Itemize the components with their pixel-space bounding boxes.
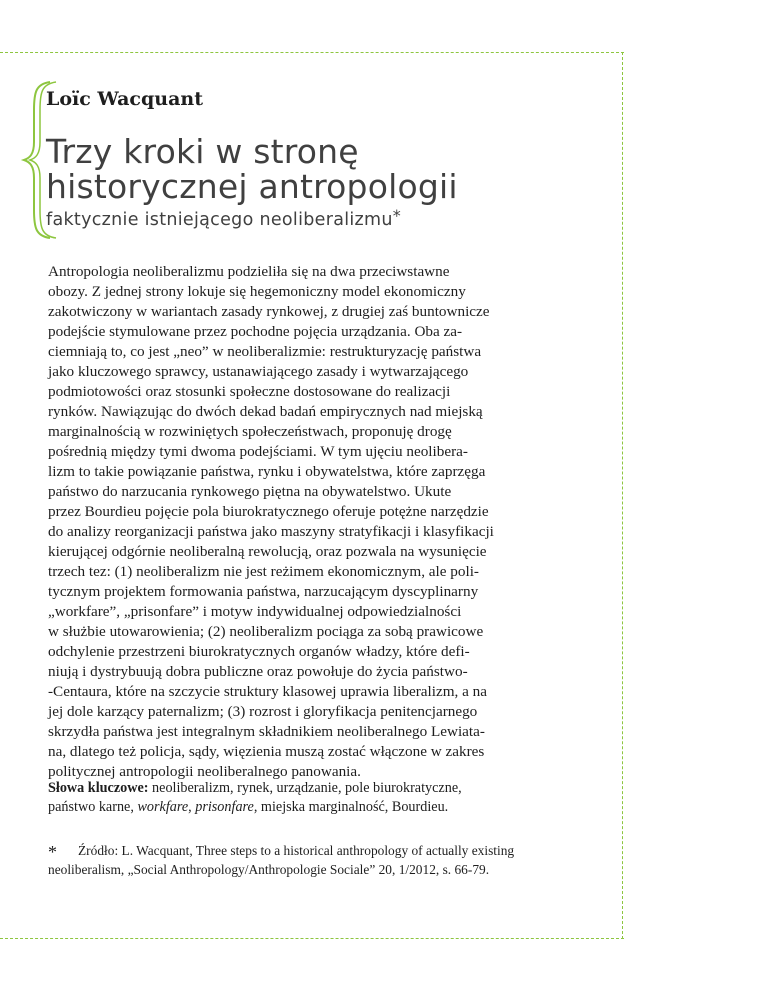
- abstract-line: państwo do narzucania rynkowego piętna na obywatelstwo. Ukute: [48, 483, 452, 500]
- title-line-1: Trzy kroki w stronę: [46, 132, 359, 171]
- abstract-line: jej dole karzący paternalizm; (3) rozrost i gloryfikacja penitencjarnego: [48, 703, 478, 720]
- abstract-line: ciemniają to, co jest „neo” w neoliberalizmie: restrukturyzację państwa: [48, 343, 482, 360]
- abstract-line: tycznym projektem formowania państwa, narzucającym dyscyplinarny: [48, 583, 479, 600]
- abstract-line: na, dlatego też policja, sądy, więzienia muszą zostać włączone w zakres: [48, 743, 485, 760]
- article-title: [46, 134, 606, 204]
- abstract-line: niują i dystrybuują dobra publiczne oraz powołuje do życia państwo-: [48, 663, 468, 680]
- abstract-paragraph: [48, 262, 548, 782]
- abstract-line: „workfare”, „prisonfare” i motyw indywidualnej odpowiedzialności: [48, 603, 462, 620]
- abstract-line: zakotwiczony w wariantach zasady rynkowej, z drugiej zaś buntownicze: [48, 303, 490, 320]
- abstract-line: obozy. Z jednej strony lokuje się hegemoniczny model ekonomiczny: [48, 283, 466, 300]
- footnote-text-1: Źródło: L. Wacquant, Three steps to a historical anthropology of actually existing: [78, 843, 515, 858]
- author-name: Loïc Wacquant: [46, 88, 204, 110]
- keywords-text-1: neoliberalizm, rynek, urządzanie, pole biurokratyczne,: [148, 780, 462, 796]
- footnote-mark: *: [48, 842, 57, 862]
- abstract-line: podmiotowości oraz stosunki społeczne dostosowane do realizacji: [48, 383, 451, 400]
- abstract-line: kierującej odgórnie neoliberalną rewolucją, oraz pozwala na wysunięcie: [48, 543, 487, 560]
- keywords-text-2a: państwo karne,: [48, 799, 138, 815]
- abstract-line: lizm to takie powiązanie państwa, rynku i obywatelstwa, które zaprzęga: [48, 463, 486, 480]
- abstract-line: do analizy reorganizacji państwa jako maszyny stratyfikacji i klasyfikacji: [48, 523, 494, 540]
- keywords-line-1: [48, 779, 568, 798]
- abstract-line: podejście stymulowane przez pochodne pojęcia urządzania. Oba za-: [48, 323, 463, 340]
- footnote-line-1: [48, 842, 568, 861]
- abstract-line: w służbie utowarowienia; (2) neoliberalizm pociąga za sobą prawicowe: [48, 623, 484, 640]
- keyword-workfare: workfare: [137, 799, 189, 815]
- abstract-line: politycznej antropologii neoliberalnego panowania.: [48, 763, 361, 780]
- article-subtitle: [46, 206, 606, 230]
- abstract-line: marginalnością w rozwiniętych społeczeństwach, proponuję drogę: [48, 423, 452, 440]
- abstract-line: odchylenie przestrzeni biurokratycznych organów władzy, które defi-: [48, 643, 470, 660]
- subtitle-footnote-mark: *: [392, 206, 402, 225]
- abstract-line: skrzydła państwa jest integralnym składnikiem neoliberalnego Lewiata-: [48, 723, 485, 740]
- abstract-line: rynków. Nawiązując do dwóch dekad badań empirycznych nad miejską: [48, 403, 483, 420]
- keywords-label: Słowa kluczowe:: [48, 780, 149, 796]
- abstract-line: pośrednią między tymi dwoma podejściami. W tym ujęciu neolibera-: [48, 443, 468, 460]
- abstract-line: -Centaura, które na szczycie struktury klasowej uprawia liberalizm, a na: [48, 683, 487, 700]
- frame-top-border: [0, 52, 624, 53]
- frame-right-border: [622, 52, 623, 939]
- footnote-line-2: neoliberalism, „Social Anthropology/Anthropologie Sociale” 20, 1/2012, s. 66-79.: [48, 862, 490, 877]
- keywords-text-2b: , miejska marginalność, Bourdieu.: [253, 799, 449, 815]
- subtitle-text: faktycznie istniejącego neoliberalizmu: [46, 210, 393, 230]
- title-line-2: historycznej antropologii: [46, 167, 458, 206]
- keywords-section: [48, 779, 568, 817]
- article-header: [46, 88, 606, 230]
- frame-bottom-border: [0, 938, 624, 939]
- footnote: [48, 842, 568, 879]
- abstract-line: jako kluczowego sprawcy, ustanawiającego zasady i wytwarzającego: [48, 363, 469, 380]
- abstract-line: trzech tez: (1) neoliberalizm nie jest reżimem ekonomicznym, ale poli-: [48, 563, 479, 580]
- abstract-line: Antropologia neoliberalizmu podzieliła się na dwa przeciwstawne: [48, 263, 450, 280]
- keywords-line-2: [48, 798, 568, 817]
- keyword-prisonfare: prisonfare: [195, 799, 254, 815]
- abstract-line: przez Bourdieu pojęcie pola biurokratycznego oferuje potężne narzędzie: [48, 503, 489, 520]
- keywords-separator: ,: [188, 799, 196, 815]
